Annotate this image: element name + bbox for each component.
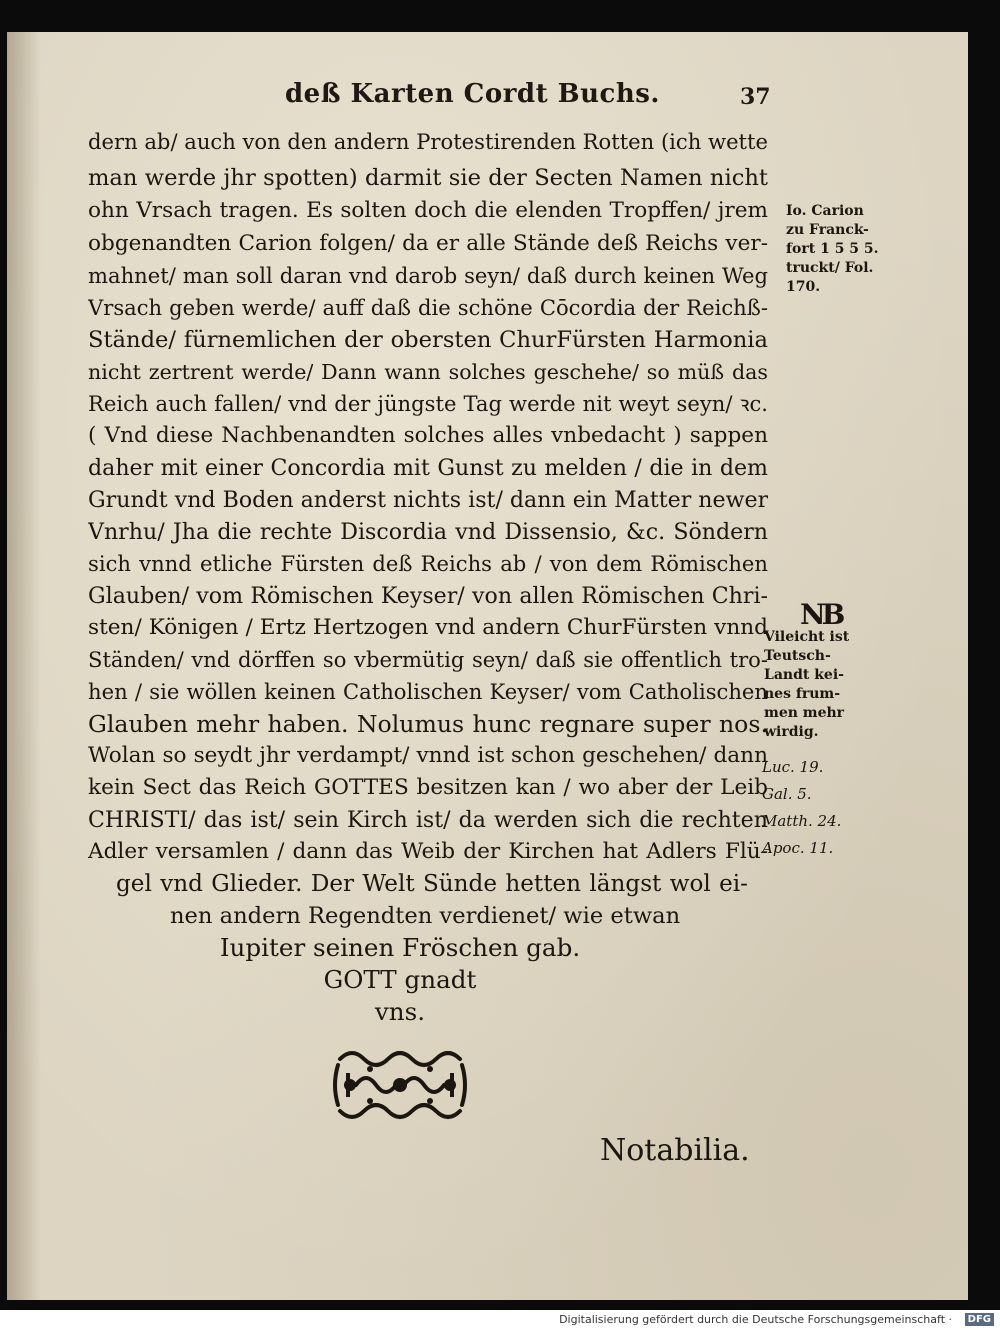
margin-note-line: zu Franck- (786, 222, 869, 238)
text-line: Glauben mehr haben. Nolumus hunc regnare super nos. (88, 710, 768, 738)
text-line: Stände/ fürnemlichen der obersten ChurFürsten Harmonia (88, 327, 768, 353)
running-header: deß Karten Cordt Buchs. (285, 79, 660, 109)
margin-note-scripture-refs (762, 754, 841, 862)
text-line: GOTT gnadt (323, 965, 477, 994)
text-line: Vnrhu/ Jha die rechte Discordia vnd Dissensio, &c. Söndern (88, 519, 768, 545)
margin-note-line: 170. (786, 279, 821, 295)
margin-note-line: truckt/ Fol. (786, 260, 874, 276)
text-line: vns. (374, 997, 426, 1026)
margin-note-line: fort 1 5 5 5. (786, 241, 879, 257)
text-line: mahnet/ man soll daran vnd darob seyn/ daß durch keinen Weg (88, 263, 768, 288)
text-line: Wolan so seydt jhr verdampt/ vnnd ist schon geschehen/ dann (88, 743, 768, 768)
text-line: gel vnd Glieder. Der Welt Sünde hetten längst wol ei- (116, 871, 748, 897)
dfg-logo: DFG (965, 1313, 994, 1326)
printers-ornament-icon (330, 1045, 470, 1125)
text-line: man werde jhr spotten) darmit sie der Secten Namen nicht (88, 165, 768, 191)
text-line: kein Sect das Reich GOTTES besitzen kan / wo aber der Leib (88, 775, 768, 800)
text-line: sten/ Königen / Ertz Hertzogen vnd andern ChurFürsten vnnd (88, 615, 768, 640)
scripture-ref: Gal. 5. (762, 785, 812, 803)
text-line: Glauben/ vom Römischen Keyser/ von allen Römischen Chri- (88, 583, 768, 609)
text-line: sich vnnd etliche Fürsten deß Reichs ab / von dem Römischen (88, 551, 768, 576)
margin-note-line: Landt kei- (764, 667, 844, 683)
scripture-ref: Luc. 19. (762, 758, 824, 776)
text-line: Iupiter seinen Fröschen gab. (219, 933, 581, 962)
margin-note-carion (786, 202, 879, 297)
text-line: Ständen/ vnd dörffen so vbermütig seyn/ daß sie offentlich tro- (88, 647, 768, 672)
text-line: Reich auch fallen/ vnd der jüngste Tag werde nit weyt seyn/ ꝛc. (88, 391, 768, 416)
catchword: Notabilia. (600, 1133, 750, 1168)
text-line: nen andern Regendten verdienet/ wie etwan (170, 903, 681, 929)
text-line: ohn Vrsach tragen. Es solten doch die elenden Tropffen/ jrem (88, 198, 768, 223)
text-line: Grundt vnd Boden anderst nichts ist/ dann ein Matter newer (88, 487, 768, 513)
text-line: dern ab/ auch von den andern Protestirenden Rotten (ich wette (88, 129, 768, 154)
nota-bene-mark: NB (800, 598, 842, 631)
margin-note-line: nes frum- (764, 686, 841, 702)
margin-note-line: Teutsch- (764, 648, 831, 664)
page-spine-shadow (7, 32, 41, 1300)
margin-note-vileicht (764, 628, 849, 742)
scripture-ref: Apoc. 11. (762, 839, 834, 857)
margin-note-line: men mehr (764, 705, 845, 721)
text-line: Vrsach geben werde/ auff daß die schöne Cōcordia der Reichß- (88, 295, 768, 320)
text-line: daher mit einer Concordia mit Gunst zu melden / die in dem (88, 455, 768, 481)
digitization-credit: Digitalisierung gefördert durch die Deutsche Forschungsgemeinschaft · (559, 1313, 952, 1326)
text-line: ( Vnd diese Nachbenandten solches alles vnbedacht ) sappen (88, 423, 768, 448)
margin-note-line: Vileicht ist (764, 629, 850, 645)
text-line: Adler versamlen / dann das Weib der Kirchen hat Adlers Flü- (88, 839, 768, 864)
margin-note-line: Io. Carion (786, 203, 864, 219)
text-line: CHRISTI/ das ist/ sein Kirch ist/ da werden sich die rechten (88, 807, 768, 833)
text-line: nicht zertrent werde/ Dann wann solches geschehe/ so müß das (88, 360, 768, 384)
page-number: 37 (740, 84, 771, 110)
text-line: obgenandten Carion folgen/ da er alle Stände deß Reichs ver- (88, 231, 768, 256)
scripture-ref: Matth. 24. (762, 812, 842, 830)
margin-note-line: wirdig. (764, 724, 819, 740)
text-line: hen / sie wöllen keinen Catholischen Keyser/ vom Catholischen (88, 679, 768, 704)
